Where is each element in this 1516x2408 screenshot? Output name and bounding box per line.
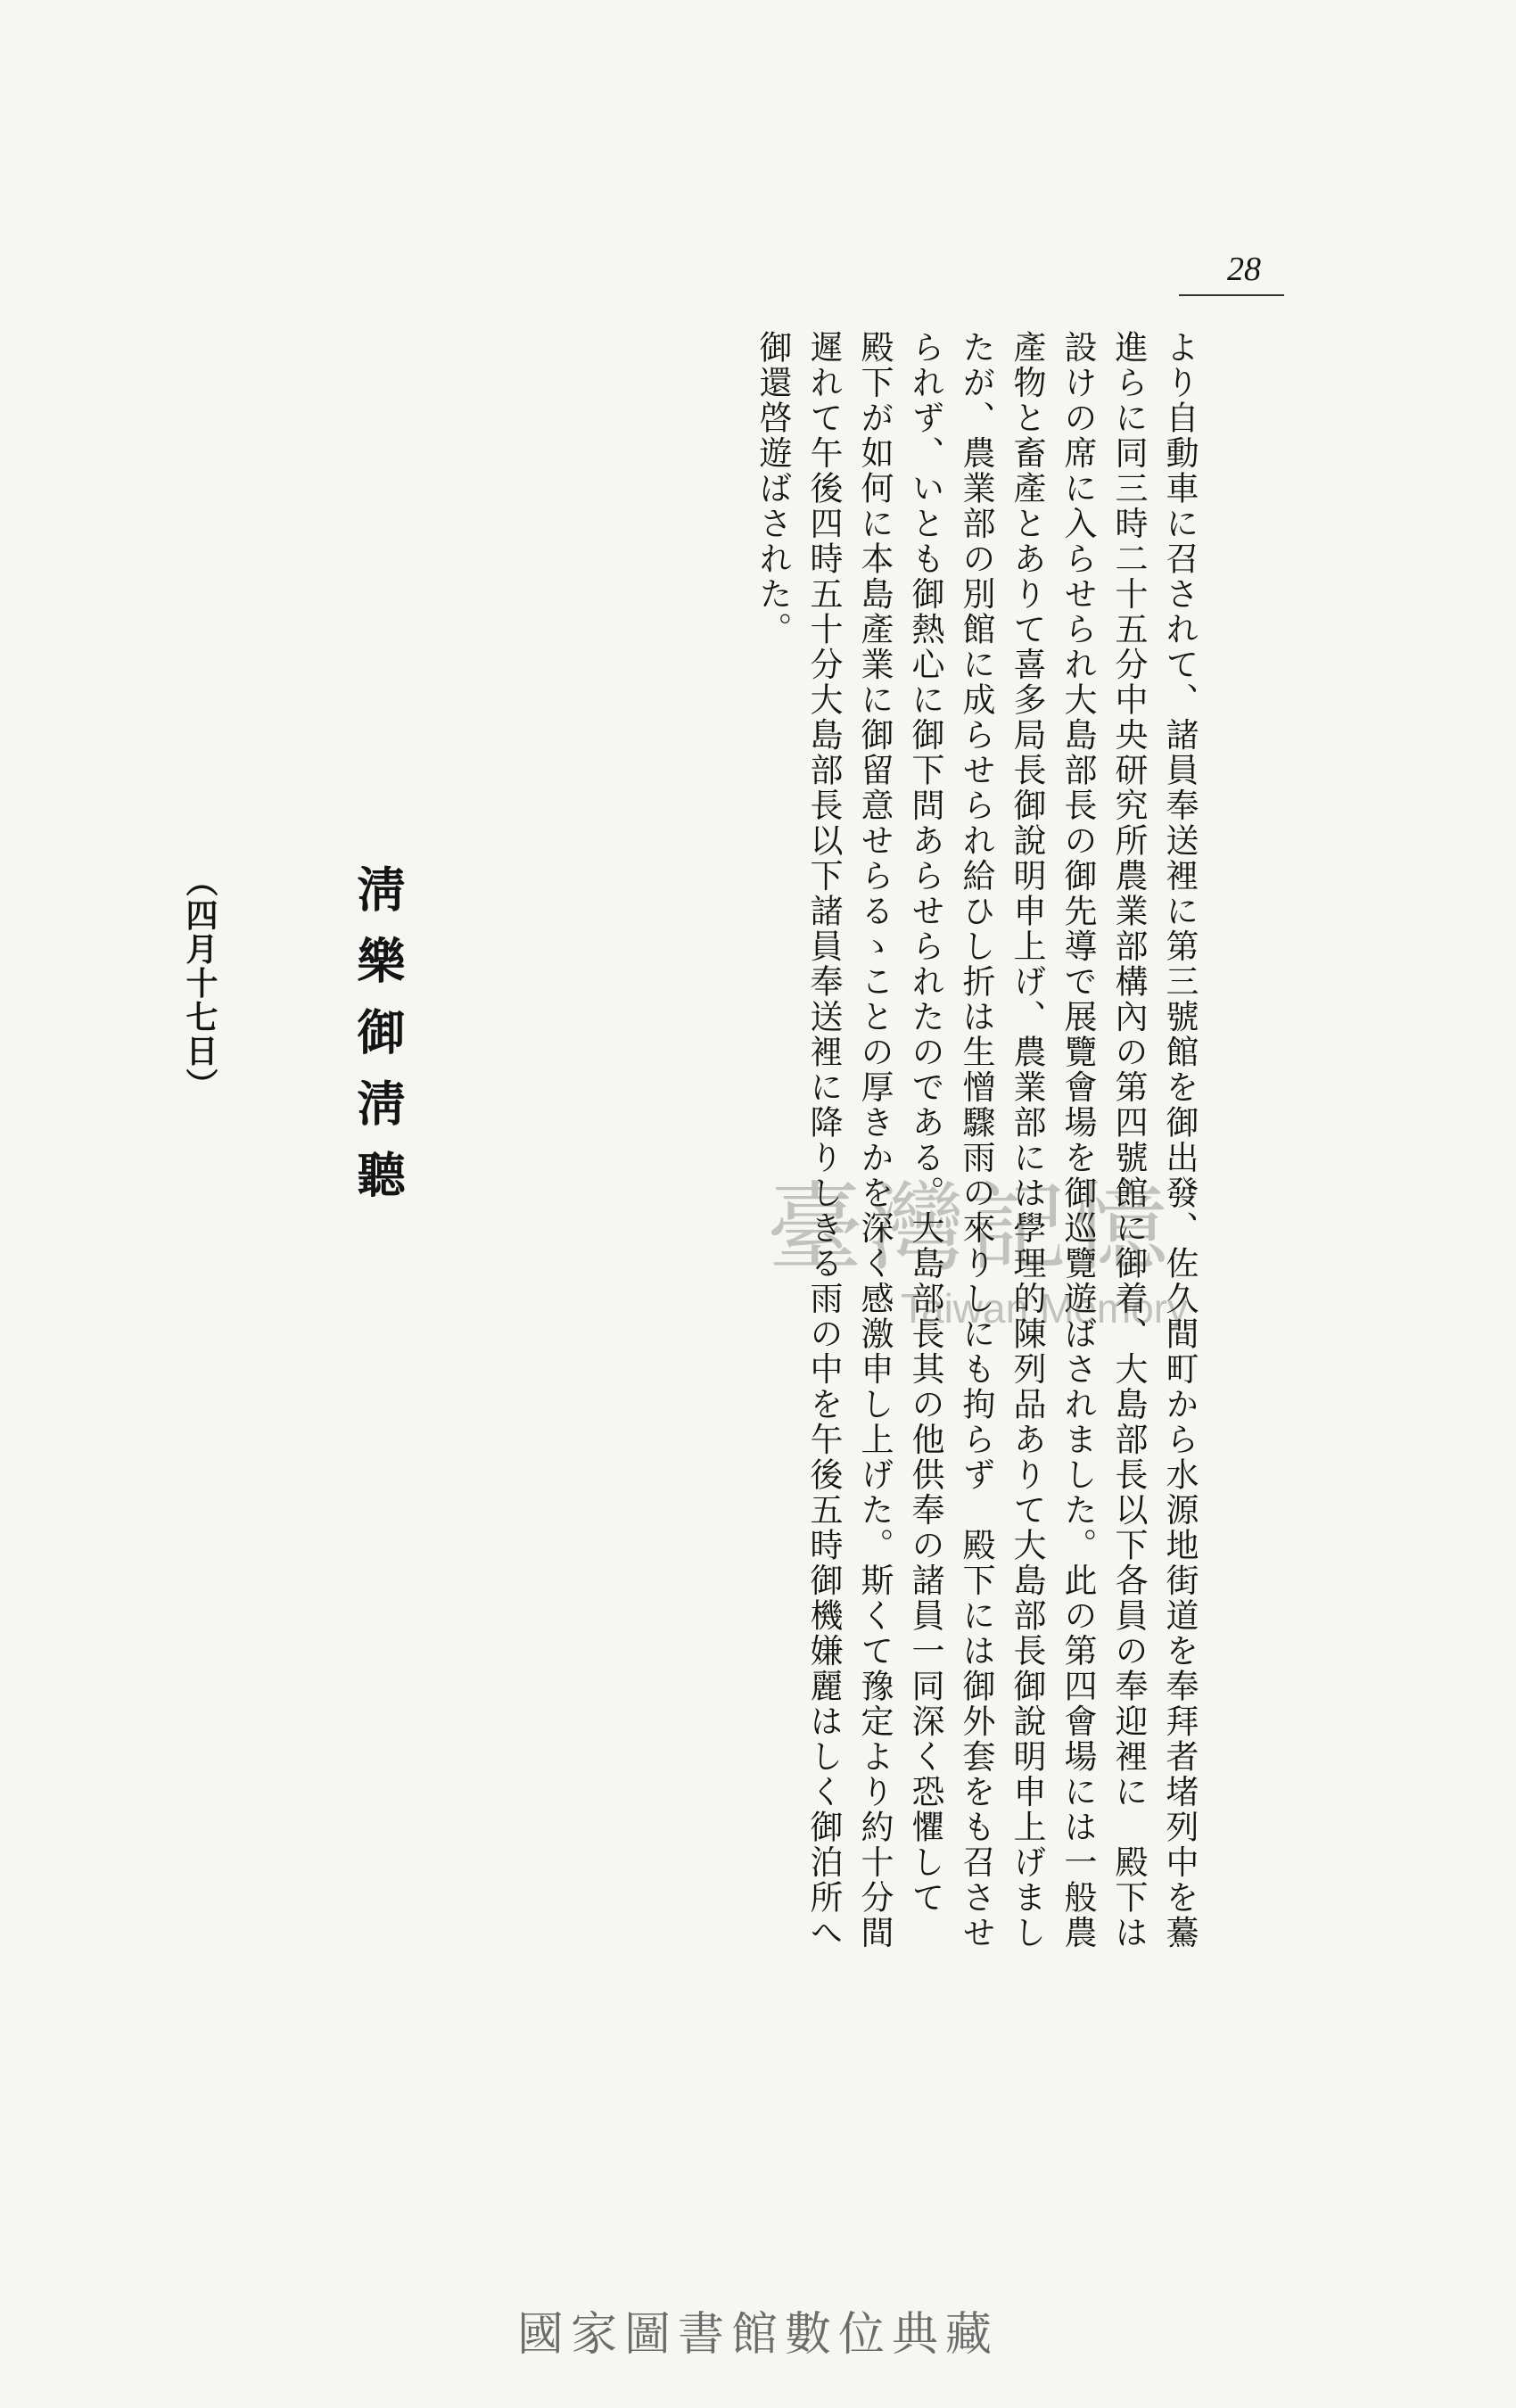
vertical-text-block bbox=[181, 330, 1306, 1953]
section-heading bbox=[0, 330, 646, 1953]
paragraph-1: より自動車に召されて、諸員奉送裡に第三號館を御出發、佐久間町から水源地街道を奉拜者堵列中を驀進らに同三時二十五分中央研究所農業部構內の第四號館に御着、大島部長以下各員の奉迎裡に 殿下は設けの席に入らせられ大島部長の御先導で展覽會場を御巡覽遊ばされました。此の第四會場には一般農產物と畜產とありて喜多局長御說明申上げ、農業部には學理的陳列品ありて大島部長御說明申上げましたが、農業部の別館に成らせられ給ひし折は生憎驟雨の來りしにも拘らず 殿下には御外套をも召させられず、いとも御熱心に御下問あらせられたのである。大島部長其の他供奉の諸員一同深く恐懼して 殿下が如何に本島產業に御留意せらるゝことの厚きかを深く感激申し上げた。斯くて豫定より約十分間遲れて午後四時五十分大島部長以下諸員奉送裡に降りしきる雨の中を午後五時御機嫌麗はしく御泊所へ御還啓遊ばされた。 bbox=[754, 330, 1199, 1950]
page-number: 28 bbox=[1227, 251, 1261, 288]
section-date: （四月十七日） bbox=[181, 864, 218, 1102]
watermark-title: 臺灣記憶 bbox=[767, 1173, 1174, 1284]
footer-archive-credit: 國家圖書館數位典藏 bbox=[516, 2308, 999, 2362]
section-title: 淸樂御淸聽 bbox=[350, 864, 407, 1222]
page-number-rule bbox=[1179, 294, 1284, 296]
watermark-subtitle: Taiwan Memory bbox=[901, 1285, 1189, 1332]
